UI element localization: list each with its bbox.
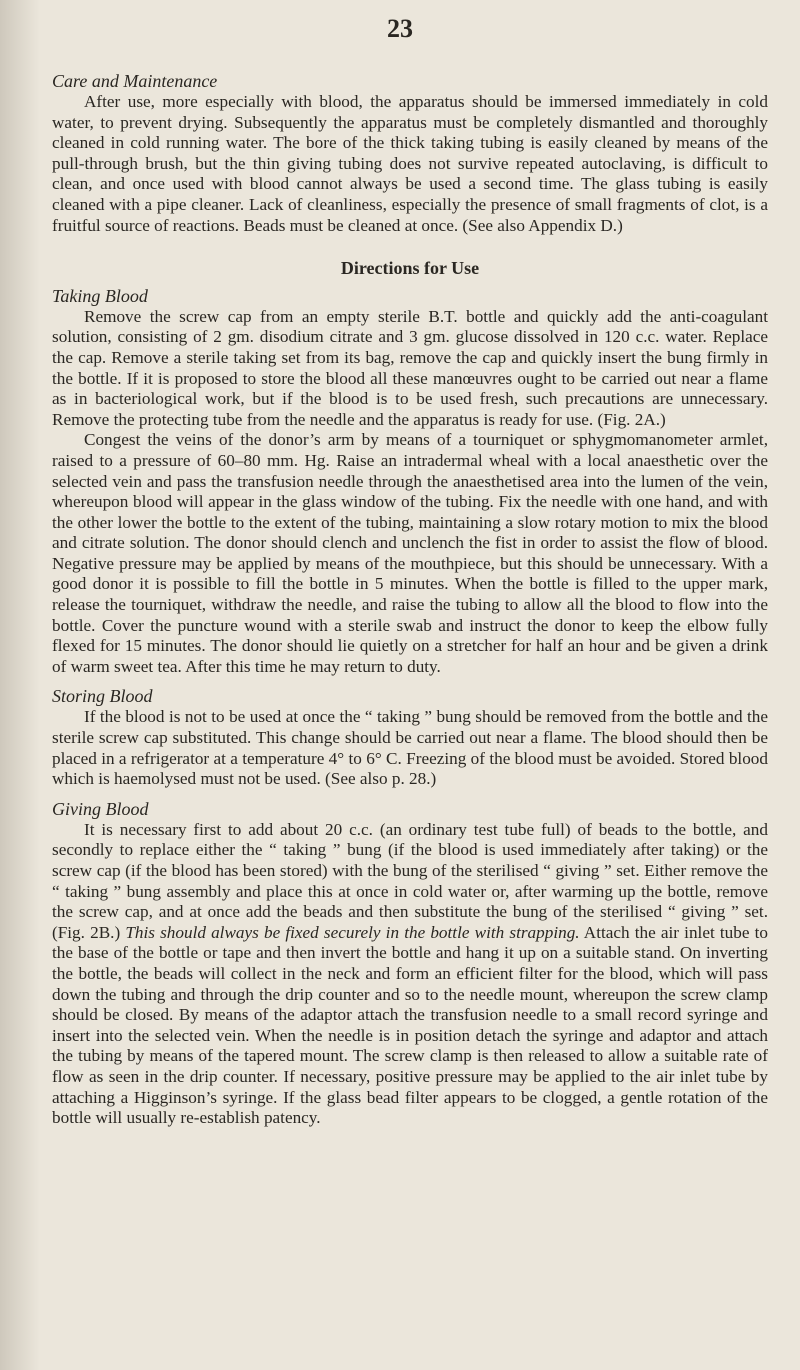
giving-blood-italic-note: This should always be fixed securely in the bottle with strapping. bbox=[125, 922, 580, 942]
care-and-maintenance-heading: Care and Maintenance bbox=[52, 71, 218, 91]
page-number: 23 bbox=[387, 14, 413, 43]
giving-blood-text-1: It is necessary first to add about 20 c.c. (an ordinary test tube full) of beads to the bottle, and secondly to replace either the “ taking ” bung (if the blood is used immediately after taking) or the screw cap (if the blood has been stored) with the bung of the sterilised “ giving ” set. Either remove the “ taking ” bung assembly and place this at once in cold water or, after warming up the bottle, remove the screw cap, and at once add the beads and then substitute the bung of the sterilised “ giving ” set. (Fig. 2B.) bbox=[52, 819, 768, 942]
taking-blood-paragraph-2: Congest the veins of the donor’s arm by means of a tourniquet or sphygmomanometer armlet, raised to a pressure of 60–80 mm. Hg. Raise an intradermal wheal with a local anaesthetic over the selected vein and pass the transfusion needle through the anaesthetised area into the lumen of the vein, whereupon blood will appear in the glass window of the tubing. Fix the needle with one hand, and with the other lower the bottle to the extent of the tubing, maintaining a slow rotary motion to mix the blood and citrate solution. The donor should clench and unclench the fist in order to assist the flow of blood. Negative pressure may be applied by means of the mouthpiece, but this should be unnecessary. With a good donor it is possible to fill the bottle in 5 minutes. When the bottle is filled to the upper mark, release the tourniquet, withdraw the needle, and raise the tubing to allow all the blood to flow into the bottle. Cover the puncture wound with a sterile swab and instruct the donor to keep the elbow fully flexed for 15 minutes. The donor should lie quietly on a stretcher for half an hour and be given a drink of warm sweet tea. After this time he may return to duty. bbox=[52, 430, 768, 676]
giving-blood-paragraph bbox=[52, 820, 768, 1129]
storing-blood-heading: Storing Blood bbox=[52, 686, 153, 707]
page-edge-shadow bbox=[0, 0, 40, 1370]
giving-blood-text-2: Attach the air inlet tube to the base of the bottle or tape and then invert the bottle and hang it up on a suitable stand. On inverting the bottle, the beads will collect in the neck and form an efficient filter for the blood, which will pass down the tubing and through the drip counter and so to the needle mount, whereupon the screw clamp should be closed. By means of the adaptor attach the transfusion needle to a small record syringe and insert into the selected vein. When the needle is in position detach the syringe and adaptor and attach the tubing by means of the tapered mount. The screw clamp is then released to allow a suitable rate of flow as seen in the drip counter. If necessary, positive pressure may be applied to the air inlet tube by attaching a Higginson’s syringe. If the glass bead filter appears to be clogged, a gentle rotation of the bottle will usually re-establish patency. bbox=[52, 922, 768, 1128]
giving-blood-section bbox=[52, 798, 768, 1129]
taking-blood-section bbox=[52, 285, 768, 678]
care-and-maintenance-section bbox=[52, 70, 768, 236]
taking-blood-paragraph-1: Remove the screw cap from an empty sterile B.T. bottle and quickly add the anti-coagulant solution, consisting of 2 gm. disodium citrate and 3 gm. glucose dissolved in 120 c.c. water. Replace the cap. Remove a sterile taking set from its bag, remove the cap and quickly insert the bung firmly in the bottle. If it is proposed to store the blood all these manœuvres ought to be carried out near a flame as in bacteriological work, but if the blood is to be used fresh, such precautions are unnecessary. Remove the protecting tube from the needle and the apparatus is ready for use. (Fig. 2A.) bbox=[52, 306, 768, 429]
taking-blood-heading: Taking Blood bbox=[52, 285, 148, 306]
directions-heading: Directions for Use bbox=[340, 258, 480, 279]
care-and-maintenance-paragraph: After use, more especially with blood, the apparatus should be immersed immediately in cold water, to prevent drying. Subsequently the apparatus must be completely dismantled and thoroughly cleaned in cold running water. The bore of the thick taking tubing is easily cleaned by means of the pull-through brush, but the thin giving tubing does not survive repeated autoclaving, is difficult to clean, and once used with blood cannot always be used a second time. The glass tubing is easily cleaned with a pipe cleaner. Lack of cleanliness, especially the presence of small fragments of clot, is a fruitful source of reactions. Beads must be cleaned at once. (See also Appendix D.) bbox=[52, 92, 768, 235]
storing-blood-section bbox=[52, 685, 768, 789]
storing-blood-paragraph: If the blood is not to be used at once the “ taking ” bung should be removed from the bottle and the sterile screw cap substituted. This change should be carried out near a flame. The blood should then be placed in a refrigerator at a temperature 4° to 6° C. Freezing of the blood must be avoided. Stored blood which is haemolysed must not be used. (See also p. 28.) bbox=[52, 707, 768, 789]
giving-blood-heading: Giving Blood bbox=[52, 798, 149, 819]
page-content bbox=[52, 66, 768, 1129]
